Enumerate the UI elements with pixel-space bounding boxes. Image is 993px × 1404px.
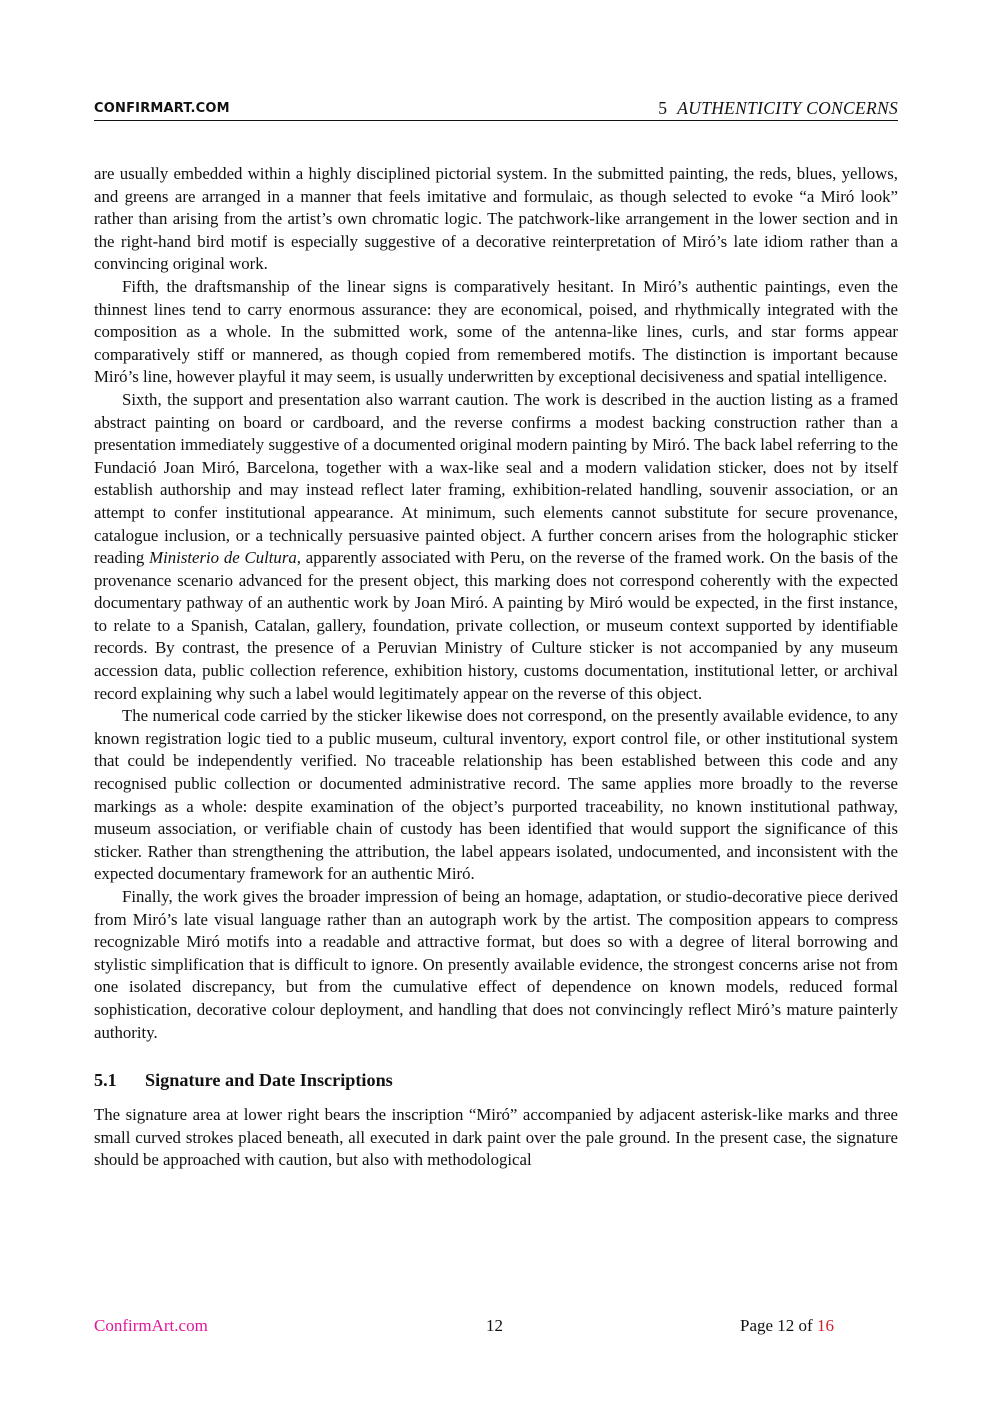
- paragraph-fifth-point: Fifth, the draftsmanship of the linear signs is comparatively hesitant. In Miró’s authentic paintings, even the thinnest lines tend to carry enormous assurance: they are economical, poised, and rhythmically integrated with the composition as a whole. In the submitted work, some of the antenna-like lines, curls, and star forms appear comparatively stiff or mannered, as though copied from remembered motifs. The distinction is important because Miró’s line, however playful it may seem, is usually underwritten by exceptional decisiveness and spatial intelligence.: [94, 276, 898, 387]
- paragraph-continuation: are usually embedded within a highly disciplined pictorial system. In the submitted painting, the reds, blues, yellows, and greens are arranged in a manner that feels imitative and formulaic, as though selected to evoke “a Miró look” rather than arising from the artist’s own chromatic logic. The patchwork-like arrangement in the lower section and in the right-hand bird motif is especially suggestive of a decorative reinterpretation of Miró’s late idiom rather than a convincing original work.: [94, 164, 898, 274]
- emphasized-text: Ministerio de Cultura: [149, 548, 297, 568]
- paragraph-sixth-point: [94, 389, 898, 705]
- paragraph-finally: Finally, the work gives the broader impression of being an homage, adaptation, or studio-decorative piece derived from Miró’s late visual language rather than an autograph work by the artist. The composition appears to compress recognizable Miró motifs into a readable and attractive format, but does so with a degree of literal borrowing and stylistic simplification that is difficult to ignore. On presently available evidence, the strongest concerns arise not from one isolated discrepancy, but from the cumulative effect of dependence on known models, reduced formal sophistication, decorative colour deployment, and handling that does not convincingly reflect Miró’s mature painterly authority.: [94, 887, 898, 1042]
- section-title: AUTHENTICITY CONCERNS: [677, 98, 898, 118]
- footer-page-number: 12: [486, 1316, 503, 1335]
- subsection-heading: [94, 1068, 898, 1092]
- footer-site-link[interactable]: ConfirmArt.com: [94, 1316, 208, 1335]
- paragraph-signature: The signature area at lower right bears the inscription “Miró” accompanied by adjacent asterisk-like marks and three small curved strokes placed beneath, all executed in dark paint over the pale ground. In the present case, the signature should be approached with caution, but also with methodological: [94, 1105, 898, 1170]
- paragraph-numerical-code: The numerical code carried by the sticker likewise does not correspond, on the presently available evidence, to any known registration logic tied to a public museum, cultural inventory, export control file, or other institutional system that could be independently verified. No traceable relationship has been established between this code and any recognised public collection or documented administrative record. The same applies more broadly to the reverse markings as a whole: despite examination of the object’s purported traceability, no known institutional pathway, museum association, or verifiable chain of custody has been identified that would support the significance of this sticker. Rather than strengthening the attribution, the label appears isolated, undocumented, and inconsistent with the expected documentary framework for an authentic Miró.: [94, 706, 898, 884]
- paragraph-text: , apparently associated with Peru, on the reverse of the framed work. On the basis of the provenance scenario advanced for the present object, this marking does not correspond coherently with the expected documentary pathway of an authentic work by Joan Miró. A painting by Miró would be expected, in the first instance, to relate to a Spanish, Catalan, gallery, foundation, private collection, or museum context supported by identifiable records. By contrast, the presence of a Peruvian Ministry of Culture sticker is not accompanied by any museum accession data, public collection reference, exhibition history, customs documentation, institutional letter, or archival record explaining why such a label would legitimately appear on the reverse of this object.: [94, 548, 898, 703]
- running-section-title: [658, 98, 898, 119]
- body-text: [94, 163, 898, 1172]
- subsection-number: 5.1: [94, 1070, 117, 1091]
- subsection-title: Signature and Date Inscriptions: [145, 1070, 393, 1091]
- site-logo: CONFIRMART.COM: [94, 101, 230, 116]
- total-pages-link[interactable]: 16: [816, 1316, 834, 1335]
- page-of-label: Page 12 of: [740, 1316, 813, 1335]
- page-footer: [94, 1316, 898, 1338]
- paragraph-text: Sixth, the support and presentation also warrant caution. The work is described in the auction listing as a framed abstract painting on board or cardboard, and the reverse confirms a modest backing construction rather than a presentation immediately suggestive of a documented original modern painting by Miró. The back label referring to the Fundació Joan Miró, Barcelona, together with a wax-like seal and a modern validation sticker, does not by itself establish authorship and may instead reflect later framing, exhibition-related handling, souvenir association, or an attempt to confer institutional appearance. At minimum, such elements cannot substitute for secure provenance, catalogue inclusion, or a technically persuasive painted object. A further concern arises from the holographic sticker reading: [94, 389, 898, 568]
- footer-page-of: [740, 1316, 834, 1336]
- running-header: [94, 98, 898, 121]
- section-number: 5: [658, 98, 668, 118]
